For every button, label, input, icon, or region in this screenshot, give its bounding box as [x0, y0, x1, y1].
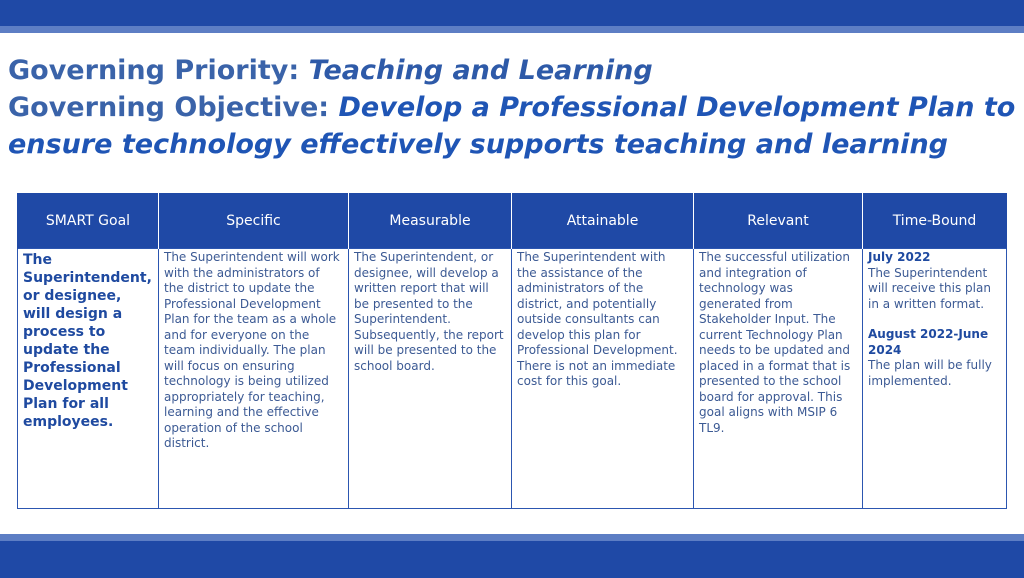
time-bound-date-1: July 2022 [868, 250, 931, 264]
objective-value: Develop a Professional Development Plan to ensure technology effectively supports teaching and learning [8, 92, 1016, 160]
cell-relevant: The successful utilization and integration of technology was generated from Stakeholder Input. The current Technology Plan needs to be updated and placed in a format that is presented to the school board for approval. This goal aligns with MSIP 6 TL9. [694, 249, 863, 509]
cell-time-bound [863, 249, 1007, 509]
governing-priority [8, 52, 1018, 89]
priority-value: Teaching and Learning [308, 55, 653, 86]
slide-heading [8, 52, 1018, 163]
bottom-stripe [0, 534, 1024, 541]
table-row [18, 249, 1007, 509]
header-relevant: Relevant [694, 193, 863, 249]
governing-objective [8, 89, 1018, 163]
time-bound-text-2: The plan will be fully implemented. [868, 358, 992, 388]
priority-label: Governing Priority: [8, 55, 300, 86]
bottom-banner [0, 541, 1024, 578]
header-specific: Specific [159, 193, 349, 249]
table-header-row [18, 193, 1007, 249]
objective-label: Governing Objective: [8, 92, 330, 123]
top-stripe [0, 26, 1024, 33]
top-banner [0, 0, 1024, 26]
time-bound-spacer [868, 312, 1001, 327]
header-attainable: Attainable [512, 193, 694, 249]
cell-specific: The Superintendent will work with the administrators of the district to update the Professional Development Plan for the team as a whole and for everyone on the team individually. The plan will focus on ensuring technology is being utilized appropriately for teaching, learning and the effective operation of the school district. [159, 249, 349, 509]
smart-goal-table [17, 193, 1007, 509]
cell-measurable: The Superintendent, or designee, will develop a written report that will be presented to the Superintendent. Subsequently, the report will be presented to the school board. [349, 249, 512, 509]
header-measurable: Measurable [349, 193, 512, 249]
time-bound-text-1: The Superintendent will receive this plan in a written format. [868, 265, 991, 311]
header-smart-goal: SMART Goal [18, 193, 159, 249]
header-time-bound: Time-Bound [863, 193, 1007, 249]
time-bound-date-2: August 2022-June 2024 [868, 327, 989, 357]
cell-attainable: The Superintendent with the assistance of the administrators of the district, and potentially outside consultants can develop this plan for Professional Development. There is not an immediate cost for this goal. [512, 249, 694, 509]
cell-smart-goal: The Superintendent, or designee, will design a process to update the Professional Development Plan for all employees. [18, 249, 159, 509]
